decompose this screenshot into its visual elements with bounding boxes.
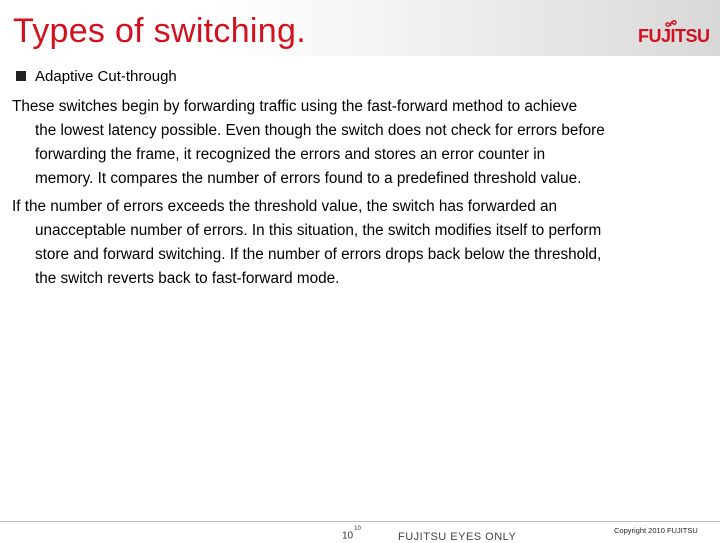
footer-divider (0, 521, 720, 522)
paragraph-1 (12, 95, 712, 191)
page-number-value: 10 (342, 530, 354, 542)
bullet-square-icon (16, 71, 26, 81)
paragraph-line: the lowest latency possible. Even though the switch does not check for errors before (35, 122, 605, 139)
slide-title: Types of switching. (13, 12, 306, 50)
classification-label: FUJITSU EYES ONLY (398, 531, 517, 543)
page-number-sup: 10 (354, 526, 361, 532)
paragraph-line: the switch reverts back to fast-forward mode. (35, 270, 340, 287)
paragraph-2 (12, 195, 712, 291)
copyright-notice: Copyright 2010 FUJITSU (614, 526, 698, 535)
paragraph-line: memory. It compares the number of errors found to a predefined threshold value. (35, 170, 582, 187)
bullet-text: Adaptive Cut-through (35, 67, 177, 85)
logo-wordmark: FUJITSU (638, 26, 710, 46)
paragraph-line: forwarding the frame, it recognized the errors and stores an error counter in (35, 146, 546, 163)
bullet-item (16, 66, 177, 86)
paragraph-line: If the number of errors exceeds the threshold value, the switch has forwarded an (12, 198, 558, 215)
fujitsu-logo (638, 20, 710, 46)
paragraph-line: These switches begin by forwarding traffic using the fast-forward method to achieve (12, 98, 578, 115)
paragraph-line: store and forward switching. If the number of errors drops back below the threshold, (35, 246, 602, 263)
paragraph-line: unacceptable number of errors. In this situation, the switch modifies itself to perform (35, 222, 602, 239)
